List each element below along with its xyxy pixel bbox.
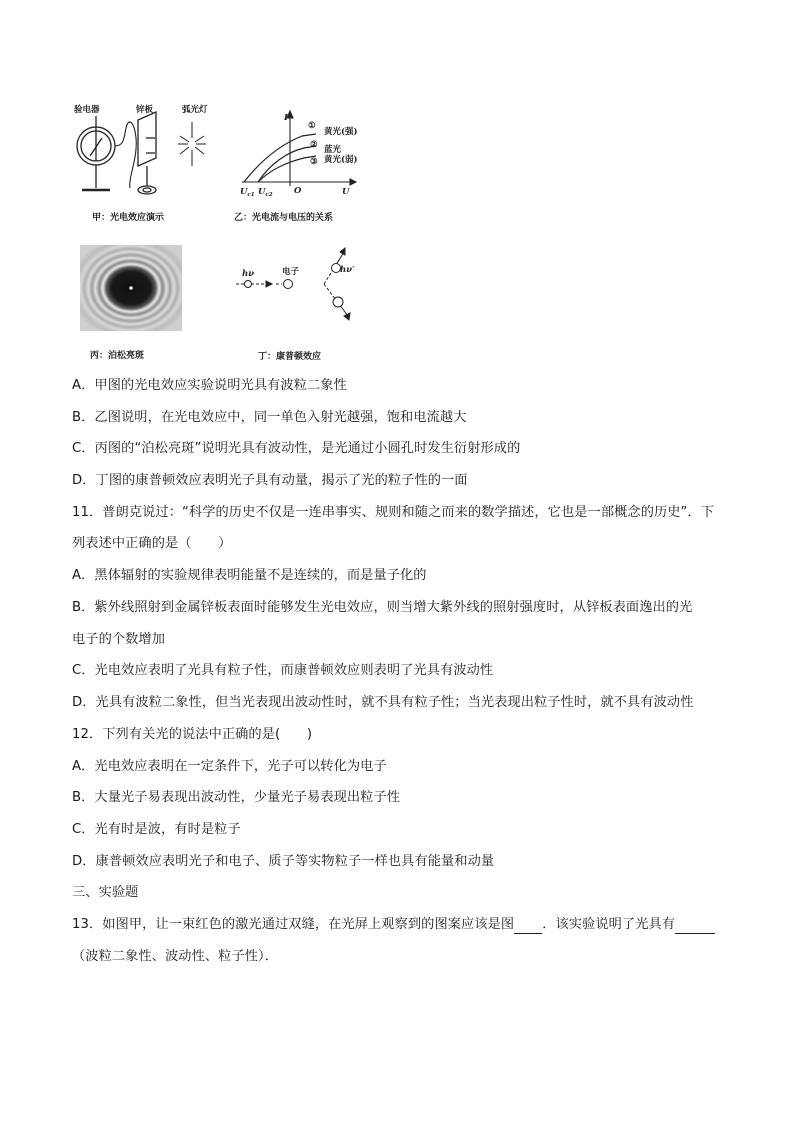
q12-option-a: A．光电效应表明在一定条件下，光子可以转化为电子 (72, 759, 387, 774)
curve-1-number: ① (308, 121, 316, 131)
electroscope-icon (77, 116, 115, 190)
zinc-plate-icon (138, 112, 156, 194)
label-electroscope: 验电器 (74, 105, 100, 115)
figure-yi (232, 104, 372, 228)
curve-2-name: 蓝光 (324, 145, 342, 155)
q11-option-d: D．光具有波粒二象性，但当光表现出波动性时，就不具有粒子性；当光表现出粒子性时，就不具有波动性 (72, 695, 694, 710)
q13-text-part1: 13．如图甲，让一束红色的激光通过双缝，在光屏上观察到的图案应该是图 (72, 917, 515, 932)
q12-option-b: B．大量光子易表现出波动性，少量光子易表现出粒子性 (72, 790, 401, 805)
figure-bing (80, 245, 190, 363)
incident-photon-label: hν (242, 269, 255, 279)
label-zinc-plate: 锌板 (136, 105, 154, 115)
q10-option-d: D．丁图的康普顿效应表明光子具有动量，揭示了光的粒子性的一面 (72, 473, 468, 488)
axis-i-label: I (284, 113, 288, 123)
q13-blank-1[interactable] (514, 919, 542, 934)
uc2-label: $U_{c2}$ (258, 187, 273, 198)
q11-option-b-line1: B．紫外线照射到金属锌板表面时能够发生光电效应，则当增大紫外线的照射强度时，从锌板表面逸出的光 (72, 600, 693, 615)
q10-option-a: A．甲图的光电效应实验说明光具有波粒二象性 (72, 378, 347, 393)
q13-line1 (72, 916, 715, 934)
curve-2-number: ② (310, 140, 318, 150)
q10-option-b: B．乙图说明，在光电效应中，同一单色入射光越强，饱和电流越大 (72, 410, 467, 425)
q12-option-c: C．光有时是波，有时是粒子 (72, 822, 241, 837)
q12-stem: 12．下列有关光的说法中正确的是( ) (72, 727, 313, 742)
origin-label: O (294, 186, 302, 196)
q11-option-a: A．黑体辐射的实验规律表明能量不是连续的，而是量子化的 (72, 568, 427, 583)
q10-option-c: C．丙图的“泊松亮斑”说明光具有波动性，是光通过小圆孔时发生衍射形成的 (72, 441, 521, 456)
figure-jia (64, 98, 234, 228)
q11-stem-line1: 11．普朗克说过：“科学的历史不仅是一连串事实、规则和随之而来的数学描述，它也是一部概念的历史”．下 (72, 505, 715, 520)
q11-option-b-line2: 电子的个数增加 (72, 632, 166, 647)
figure-ding (232, 240, 362, 364)
scattered-photon-label: hν′ (340, 265, 355, 275)
q12-option-d: D．康普顿效应表明光子和电子、质子等实物粒子一样也具有能量和动量 (72, 854, 495, 869)
electron-label: 电子 (282, 267, 300, 277)
caption-yi: 乙：光电流与电压的关系 (234, 213, 334, 223)
arc-lamp-icon (178, 122, 206, 166)
curve-3-number: ③ (310, 157, 318, 167)
uc1-label: $U_{c1}$ (240, 187, 255, 198)
section-heading: 三、实验题 (72, 885, 139, 900)
caption-ding: 丁：康普顿效应 (258, 352, 322, 362)
curve-3-name: 黄光(弱) (324, 155, 358, 165)
label-arc-lamp: 弧光灯 (182, 105, 208, 115)
q13-blank-2[interactable] (675, 919, 715, 934)
q11-option-c: C．光电效应表明了光具有粒子性，而康普顿效应则表明了光具有波动性 (72, 663, 494, 678)
q11-stem-line2: 列表述中正确的是（ ） (72, 536, 232, 551)
q13-line2: （波粒二象性、波动性、粒子性）． (72, 949, 278, 964)
caption-jia: 甲：光电效应演示 (92, 213, 165, 223)
axis-u-label: U (342, 187, 350, 197)
curve-1-name: 黄光(强) (324, 127, 358, 137)
q13-text-part2: ．该实验说明了光具有 (542, 917, 676, 932)
caption-bing: 丙：泊松亮斑 (90, 351, 145, 361)
